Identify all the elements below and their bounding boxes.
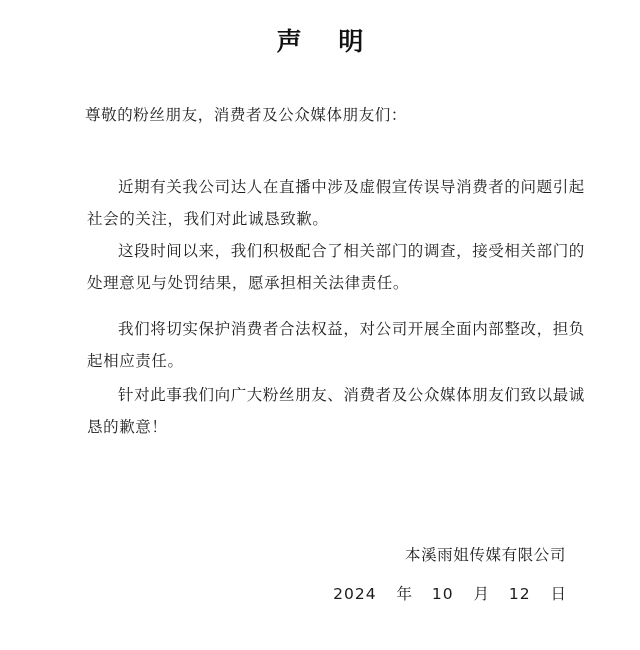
salutation: 尊敬的粉丝朋友，消费者及公众媒体朋友们： [85, 106, 408, 124]
paragraph-cooperation: 这段时间以来，我们积极配合了相关部门的调查，接受相关部门的处理意见与处罚结果，愿承担相关法律责任。 [87, 242, 585, 292]
paragraph-rectification: 我们将切实保护消费者合法权益，对公司开展全面内部整改，担负起相应责任。 [87, 320, 585, 370]
date-month: 10 [431, 585, 454, 603]
date-day: 12 [508, 585, 531, 603]
statement-date [333, 582, 566, 604]
date-year: 2024 [333, 585, 377, 603]
company-signature: 本溪雨姐传媒有限公司 [404, 546, 566, 564]
paragraph-closing: 针对此事我们向广大粉丝朋友、消费者及公众媒体朋友们致以最诚恳的歉意！ [87, 386, 585, 436]
date-month-unit: 月 [473, 585, 489, 603]
paragraph-apology: 近期有关我公司达人在直播中涉及虚假宣传误导消费者的问题引起社会的关注，我们对此诚恳致歉。 [87, 178, 585, 228]
date-day-unit: 日 [550, 585, 566, 603]
date-year-unit: 年 [396, 585, 412, 603]
document-title: 声 明 [276, 27, 378, 56]
